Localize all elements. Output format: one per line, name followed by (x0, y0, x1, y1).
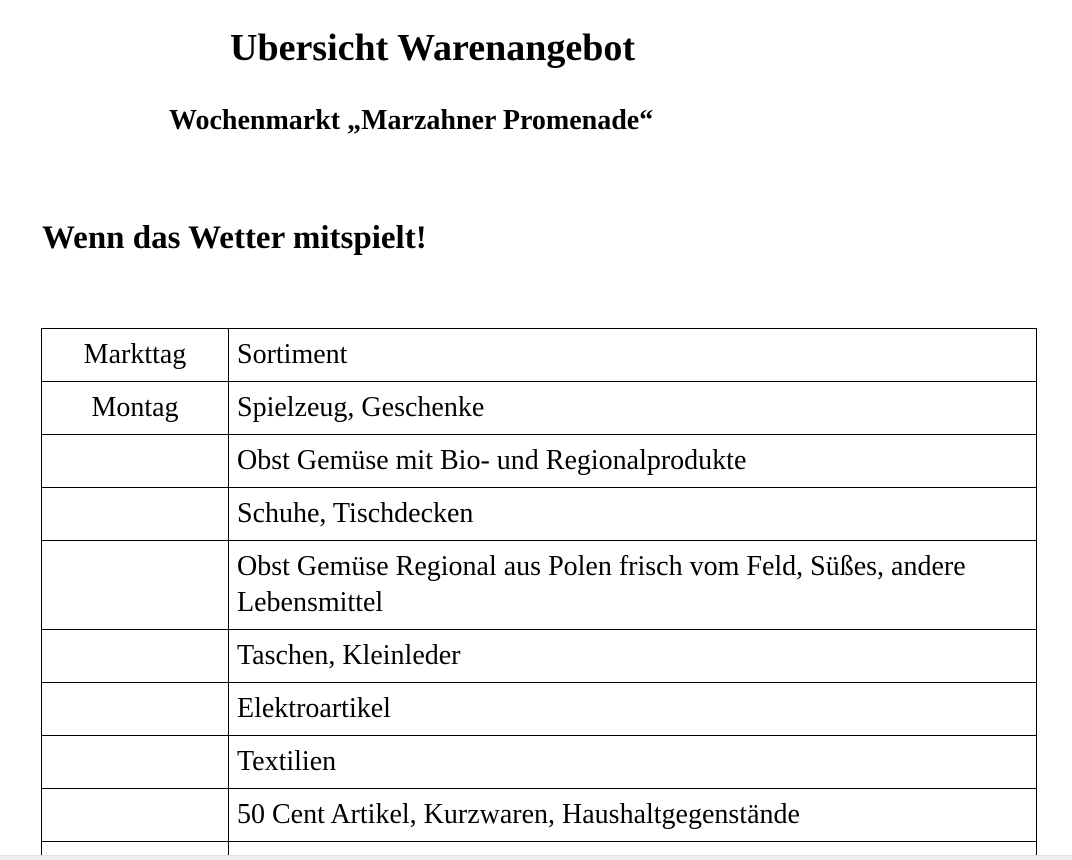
assortment-cell: Textilien (229, 736, 1037, 789)
assortment-cell: Obst Gemüse Regional aus Polen frisch vom Feld, Süßes, andere Lebensmittel (229, 541, 1037, 630)
document-subtitle: Wochenmarkt „Marzahner Promenade“ (169, 105, 654, 136)
table-row (42, 789, 1037, 842)
table-row (42, 683, 1037, 736)
market-day-cell: Montag (42, 382, 229, 435)
market-day-cell (42, 630, 229, 683)
header-assortment: Sortiment (229, 329, 1037, 382)
document-title: Ubersicht Warenangebot (230, 27, 635, 69)
table-row (42, 435, 1037, 488)
market-day-cell (42, 488, 229, 541)
assortment-cell: Taschen, Kleinleder (229, 630, 1037, 683)
table-row (42, 736, 1037, 789)
assortment-cell: Elektroartikel (229, 683, 1037, 736)
assortment-cell: Spielzeug, Geschenke (229, 382, 1037, 435)
market-day-cell (42, 435, 229, 488)
header-market-day: Markttag (42, 329, 229, 382)
market-day-cell (42, 789, 229, 842)
market-day-cell (42, 541, 229, 630)
market-day-cell (42, 683, 229, 736)
table-header-row (42, 329, 1037, 382)
market-day-cell (42, 736, 229, 789)
assortment-cell: Schuhe, Tischdecken (229, 488, 1037, 541)
assortment-cell: Obst Gemüse mit Bio- und Regionalprodukte (229, 435, 1037, 488)
table-row (42, 630, 1037, 683)
table-row (42, 488, 1037, 541)
weather-notice: Wenn das Wetter mitspielt! (42, 220, 427, 256)
table-row (42, 382, 1037, 435)
window-bottom-edge (0, 855, 1072, 860)
table-row (42, 541, 1037, 630)
market-table (41, 328, 1037, 860)
assortment-cell: 50 Cent Artikel, Kurzwaren, Haushaltgegenstände (229, 789, 1037, 842)
